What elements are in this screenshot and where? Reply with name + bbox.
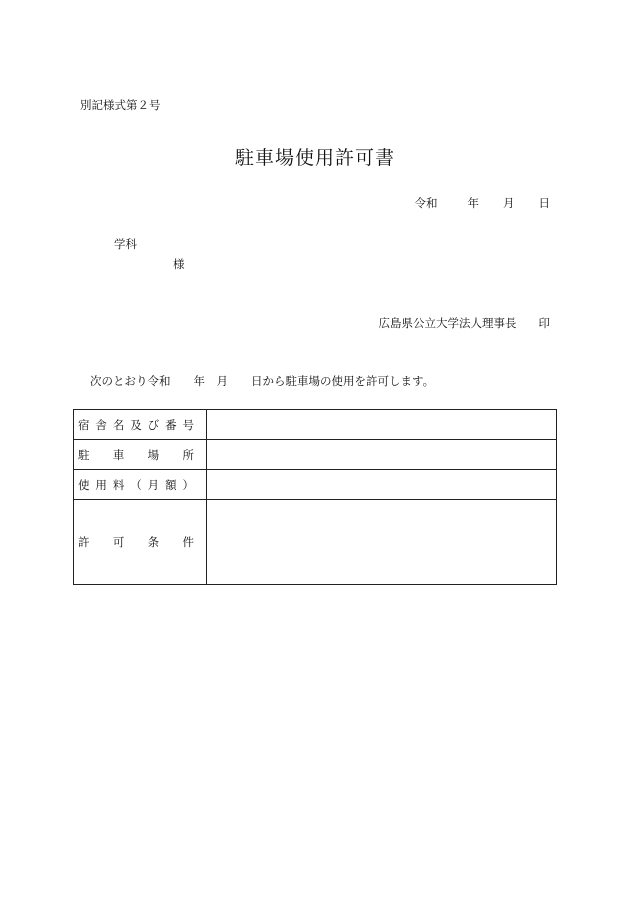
row-label-parking-location	[74, 440, 207, 470]
issuer	[379, 315, 551, 331]
row-value-conditions	[207, 500, 557, 585]
row-label-usage-fee	[74, 470, 207, 500]
row-label-dormitory	[74, 410, 207, 440]
document-title: 駐車場使用許可書	[234, 147, 395, 169]
date-era: 令和	[414, 196, 438, 210]
permit-details-table	[73, 409, 557, 585]
row-value-dormitory	[207, 410, 557, 440]
table-row	[74, 470, 557, 500]
issuer-name: 広島県公立大学法人理事長	[378, 316, 517, 330]
permit-statement: 次のとおり令和 年 月 日から駐車場の使用を許可します。	[90, 374, 435, 388]
label-text: 使用料（月額）	[78, 477, 194, 492]
date-month: 月	[503, 196, 515, 210]
issue-date	[415, 195, 551, 211]
recipient-department: 学科	[114, 237, 137, 251]
row-value-usage-fee	[207, 470, 557, 500]
date-day: 日	[538, 196, 550, 210]
table-row	[74, 410, 557, 440]
label-text: 許可条件	[78, 535, 194, 549]
label-text: 宿舎名及び番号	[78, 417, 194, 432]
row-label-conditions	[74, 500, 207, 585]
date-year: 年	[467, 196, 479, 210]
table-row	[74, 440, 557, 470]
table-row	[74, 500, 557, 585]
row-value-parking-location	[207, 440, 557, 470]
seal-mark: 印	[538, 316, 550, 330]
form-number: 別記様式第２号	[80, 98, 161, 112]
recipient-honorific: 様	[173, 257, 185, 271]
label-text: 駐車場所	[78, 447, 194, 462]
